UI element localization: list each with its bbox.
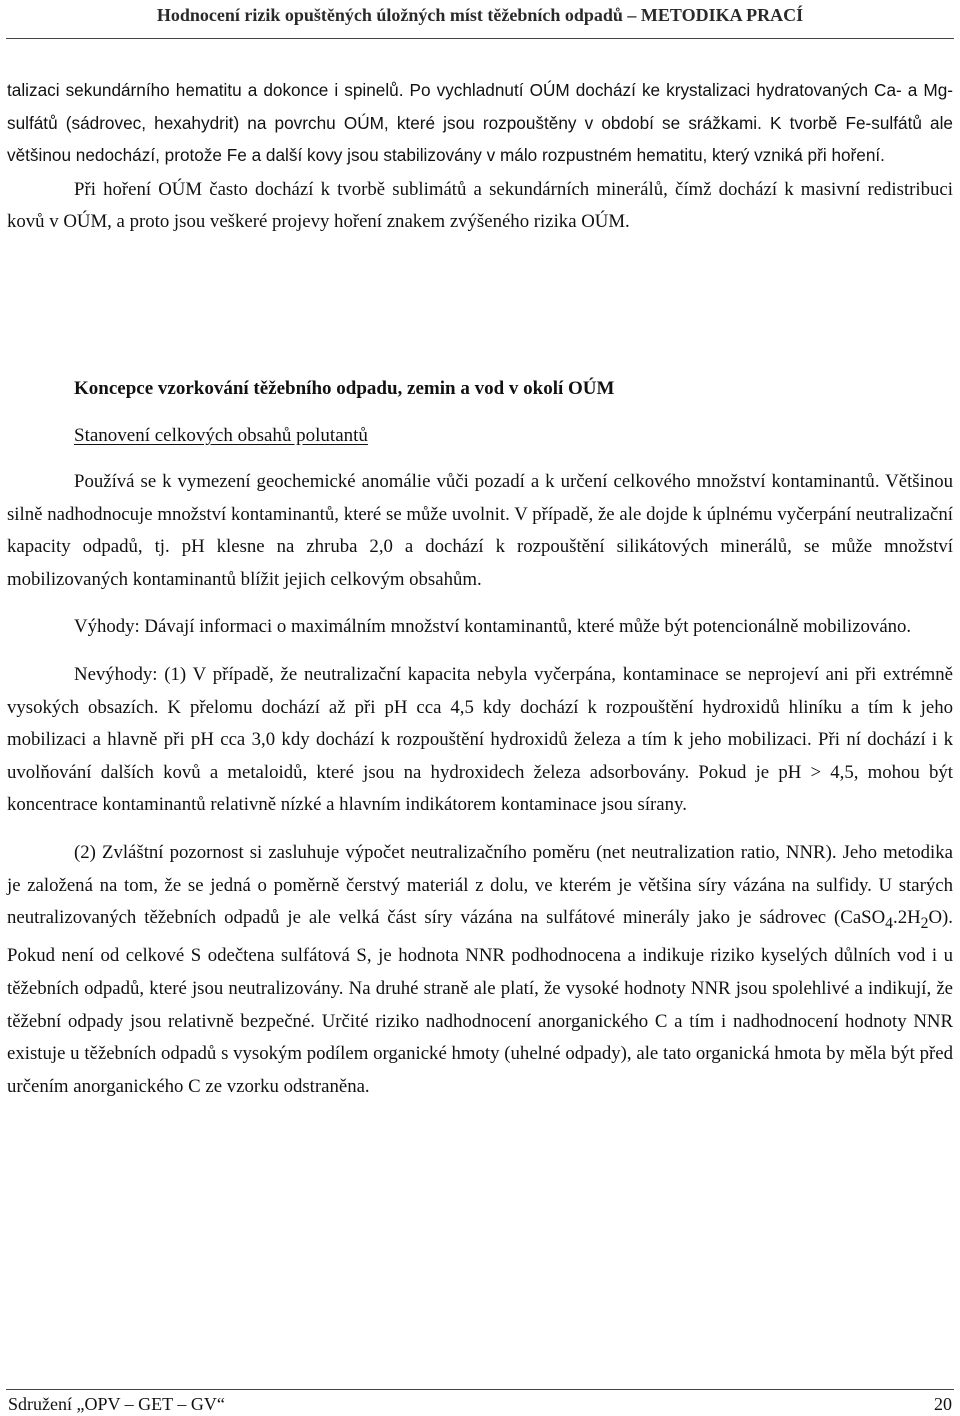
section-subheading: Stanovení celkových obsahů polutantů: [74, 425, 368, 446]
running-header: Hodnocení rizik opuštěných úložných míst těžebních odpadů – METODIKA PRACÍ: [156, 5, 804, 25]
section-body: [7, 466, 953, 1103]
intro-text: [7, 74, 953, 239]
intro-paragraph-2: Při hoření OÚM často dochází k tvorbě sublimátů a sekundárních minerálů, čímž dochází k masivní redistribuci kovů v OÚM, a proto jsou veškeré projevy hoření znakem zvýšeného rizika OÚM.: [7, 178, 953, 233]
disadvantages-paragraph: Nevýhody: (1) V případě, že neutralizační kapacita nebyla vyčerpána, kontaminace se neprojeví ani při extrémně vysokých obsazích. K přelomu dochází až při pH cca 4,5 kdy dochází k rozpouštění hydroxidů hliníku a tím k jeho mobilizaci a hlavně při pH cca 3,0 kdy dochází k rozpouštění hydroxidů železa a tím k jeho mobilizaci. Při ní dochází i k uvolňování dalších kovů a metaloidů, které jsou na hydroxidech železa adsorbovány. Pokud je pH > 4,5, mohou být koncentrace kontaminantů relativně nízké a hlavním indikátorem kontaminace jsou sírany.: [7, 663, 953, 816]
nnr-text-part-3: O). Pokud není od celkové S odečtena sulfátová S, je hodnota NNR podhodnocena a indikuje riziko kyselých důlních vod i u těžebních odpadů, které jsou neutralizovány. Na druhé straně ale platí, že vysoké hodnoty NNR jsou spolehlivé a indikují, že těžební odpady jsou relativně bezpečné. Určité riziko nadhodnocení anorganického C a tím i nadhodnocení hodnoty NNR existuje u těžebních odpadů s vysokým podílem organické hmoty (uhelné odpady), ale tato organická hmota by měla být před určením anorganického C ze vzorku odstraněna.: [7, 907, 953, 1097]
usage-paragraph: Používá se k vymezení geochemické anomálie vůči pozadí a k určení celkového množství kontaminantů. Většinou silně nadhodnocuje množství kontaminantů, které se může uvolnit. V případě, že ale dojde k úplnému vyčerpání neutralizační kapacity odpadů, tj. pH klesne na zhruba 2,0 a dochází k rozpouštění silikátových minerálů, se může množství mobilizovaných kontaminantů blížit jejich celkovým obsahům.: [7, 471, 953, 590]
nnr-text-part-2: .2H: [893, 907, 921, 929]
advantages-paragraph: Výhody: Dávají informaci o maximálním množství kontaminantů, které může být potencionálně mobilizováno.: [74, 616, 912, 638]
nnr-paragraph: [7, 837, 953, 1104]
subscript-4: 4: [885, 914, 893, 932]
subscript-2: 2: [920, 914, 929, 932]
intro-paragraph-1: talizaci sekundárního hematitu a dokonce i spinelů. Po vychladnutí OÚM dochází ke krystalizaci hydratovaných Ca- a Mg-sulfátů (sádrovec, hexahydrit) na povrchu OÚM, které jsou rozpouštěny v období se srážkami. K tvorbě Fe-sulfátů ale většinou nedochází, protože Fe a další kovy jsou stabilizovány v málo rozpustném hematitu, který vzniká při hoření.: [7, 80, 953, 166]
footer-divider: [6, 1389, 954, 1390]
footer-organization: Sdružení „OPV – GET – GV“: [8, 1394, 225, 1414]
header-divider: [6, 38, 954, 39]
section-heading: Koncepce vzorkování těžebního odpadu, zemin a vod v okolí OÚM: [74, 378, 615, 399]
nnr-text-part-1: (2) Zvláštní pozornost si zasluhuje výpočet neutralizačního poměru (net neutralization ratio, NNR). Jeho metodika je založená na tom, že se jedná o poměrně čerstvý materiál z dolu, ve kterém je většina síry vázána na sulfidy. U starých neutralizovaných těžebních odpadů je ale velká část síry vázána na sulfátové minerály jako je sádrovec (CaSO: [7, 841, 953, 929]
page-number: 20: [934, 1394, 952, 1414]
